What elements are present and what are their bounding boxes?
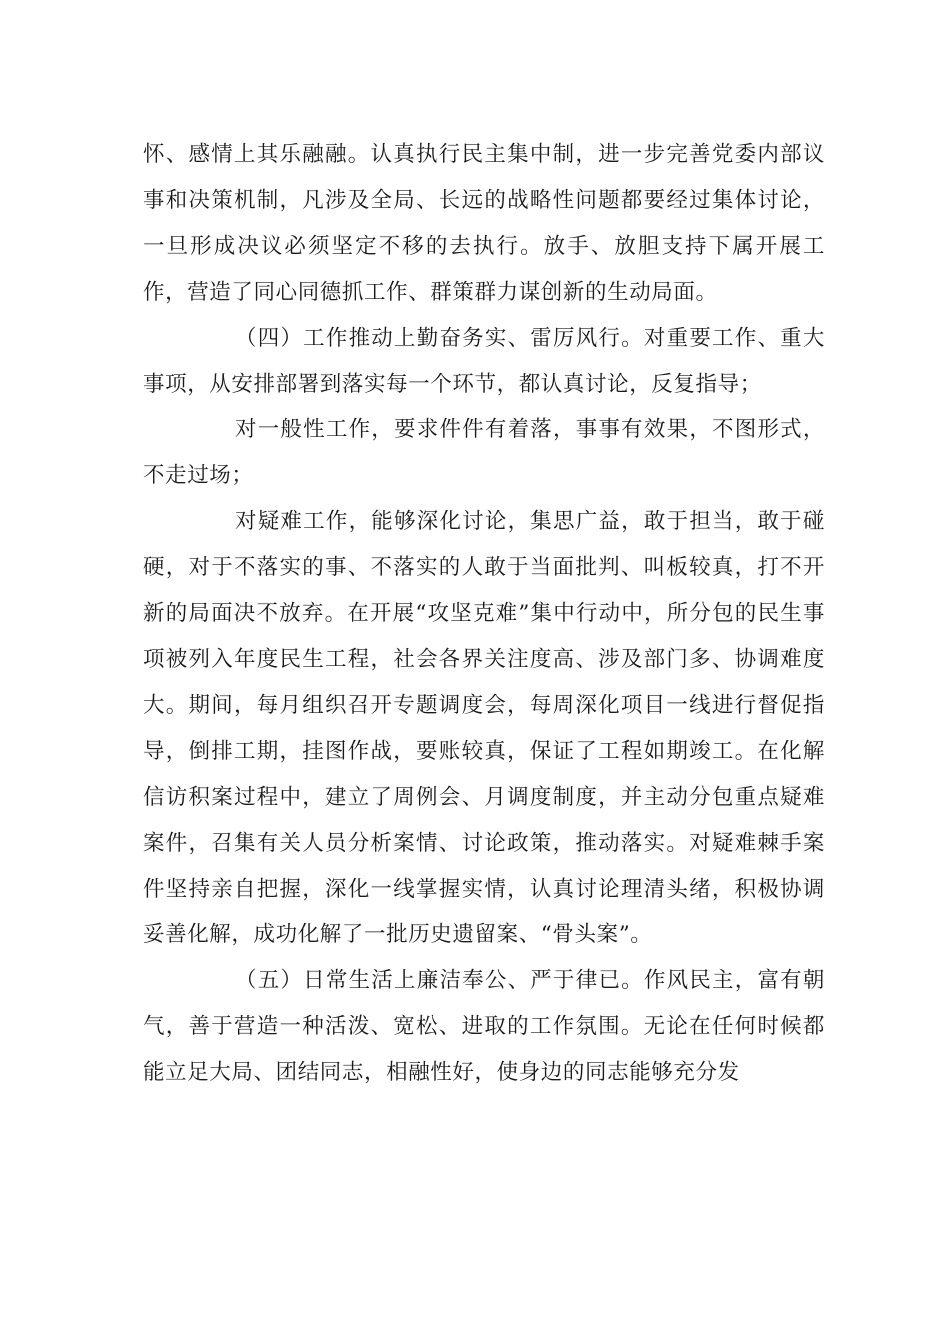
- paragraph-5: （五）日常生活上廉洁奉公、严于律已。作风民主，富有朝气，善于营造一种活泼、宽松、进取的工作氛围。无论在任何时候都能立足大局、团结同志，相融性好，使身边的同志能够充分发: [143, 968, 825, 1086]
- paragraph-2: （四）工作推动上勤奋务实、雷厉风行。对重要工作、重大事项，从安排部署到落实每一个环节，都认真讨论，反复指导；: [143, 325, 825, 397]
- paragraph-4: 对疑难工作，能够深化讨论，集思广益，敢于担当，敢于碰硬，对于不落实的事、不落实的人敢于当面批判、叫板较真，打不开新的局面决不放弃。在开展“攻坚克难”集中行动中，所分包的民生事项被列入年度民生工程，社会各界关注度高、涉及部门多、协调难度大。期间，每月组织召开专题调度会，每周深化项目一线进行督促指导，倒排工期，挂图作战，要账较真，保证了工程如期竣工。在化解信访积案过程中，建立了周例会、月调度制度，并主动分包重点疑难案件，召集有关人员分析案情、讨论政策，推动落实。对疑难棘手案件坚持亲自把握，深化一线掌握实情，认真讨论理清头绪，积极协调妥善化解，成功化解了一批历史遗留案、“骨头案”。: [143, 509, 825, 948]
- document-body: [143, 132, 825, 1096]
- paragraph-3: 对一般性工作，要求件件有着落，事事有效果，不图形式，不走过场；: [143, 417, 825, 489]
- paragraph-1: 怀、感情上其乐融融。认真执行民主集中制，进一步完善党委内部议事和决策机制，凡涉及全局、长远的战略性问题都要经过集体讨论，一旦形成决议必须坚定不移的去执行。放手、放胆支持下属开展工作，营造了同心同德抓工作、群策群力谋创新的生动局面。: [143, 142, 825, 305]
